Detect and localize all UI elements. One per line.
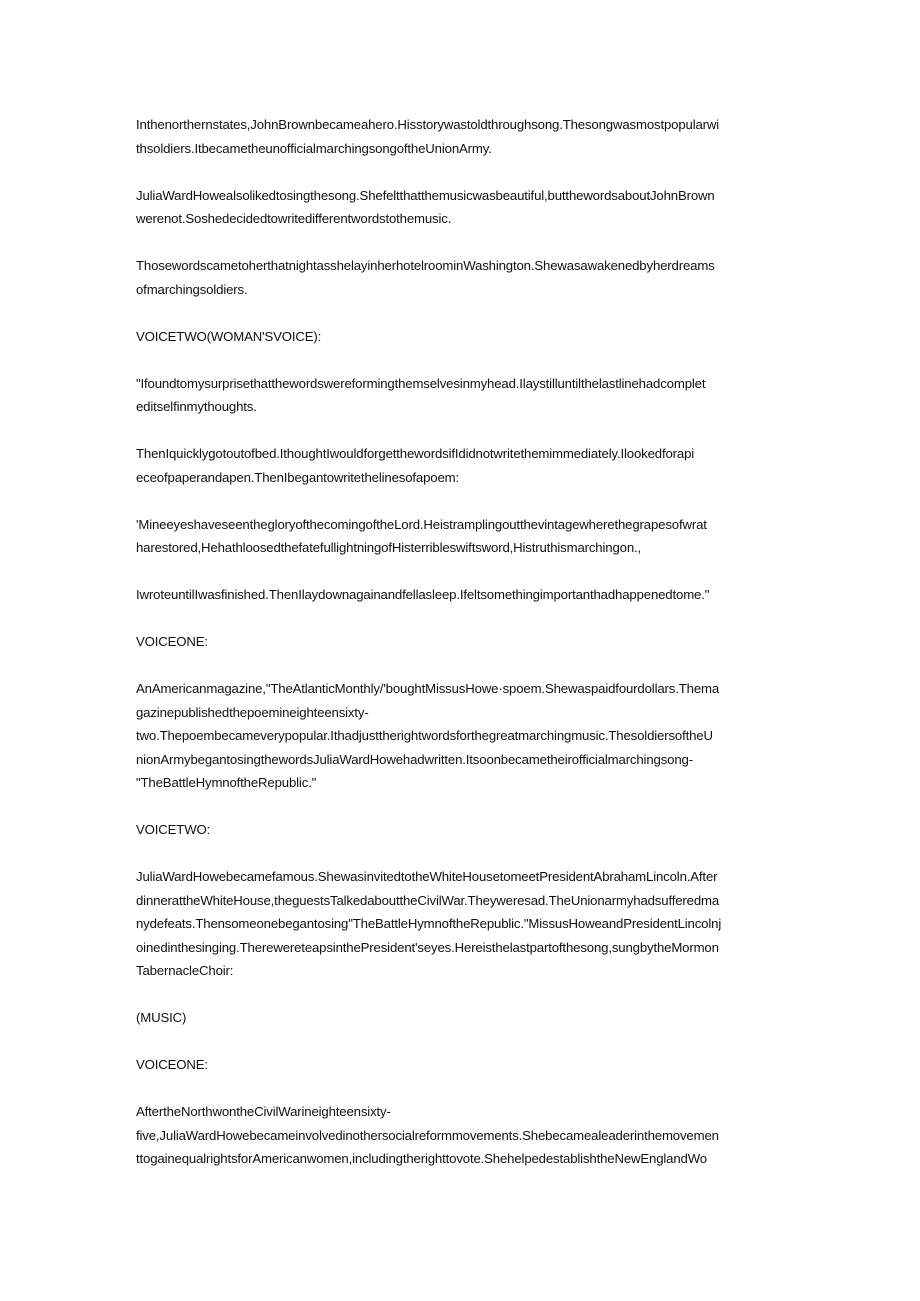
document-page: [136, 113, 786, 1194]
text-line: VOICEONE:: [136, 1057, 208, 1072]
text-line: 'MineeyeshaveseenthegloryofthecomingoftheLord.Heistramplingoutthevintagewherethegrapesofwrat: [136, 516, 707, 532]
paragraph: [136, 442, 786, 489]
paragraph: [136, 583, 786, 607]
text-line: TabernacleChoir:: [136, 963, 234, 978]
text-line: VOICETWO:: [136, 822, 211, 837]
text-line: IwroteuntilIwasfinished.ThenIlaydownagainandfellasleep.Ifeltsomethingimportanthadhappenedtome.": [136, 587, 710, 602]
paragraph: [136, 865, 786, 983]
text-line: nydefeats.Thensomeonebegantosing"TheBattleHymnoftheRepublic."MissusHoweandPresidentLincolnj: [136, 916, 722, 931]
text-line: ThosewordscametoherthatnightasshelayinherhotelroominWashington.Shewasawakenedbyherdreams: [136, 258, 715, 273]
paragraph: [136, 818, 786, 842]
text-line: gazinepublishedthepoemineighteensixty-: [136, 704, 369, 720]
paragraph: [136, 1053, 786, 1077]
text-line: AftertheNorthwontheCivilWarineighteensixty-: [136, 1104, 391, 1119]
paragraph: [136, 372, 786, 419]
paragraph: [136, 630, 786, 654]
paragraph: [136, 184, 786, 231]
paragraph: [136, 513, 786, 560]
text-line: nionArmybegantosingthewordsJuliaWardHowehadwritten.Itsoonbecametheirofficialmarchingsong-: [136, 751, 693, 767]
text-line: eceofpaperandapen.ThenIbegantowritethelinesofapoem:: [136, 469, 460, 485]
paragraph: [136, 254, 786, 301]
text-line: VOICEONE:: [136, 634, 208, 649]
text-line: editselfinmythoughts.: [136, 399, 257, 414]
text-line: ofmarchingsoldiers.: [136, 281, 248, 297]
text-line: JuliaWardHowealsolikedtosingthesong.Shefeltthatthemusicwasbeautiful,butthewordsaboutJohnBrown: [136, 187, 715, 203]
paragraph: [136, 677, 786, 795]
text-line: "Ifoundtomysurprisethatthewordswereformingthemselvesinmyhead.Ilaystilluntilthelastlinehadcomplet: [136, 375, 706, 391]
text-line: two.Thepoembecameverypopular.Ithadjusttherightwordsforthegreatmarchingmusic.ThesoldiersoftheU: [136, 728, 713, 743]
text-line: five,JuliaWardHowebecameinvolvedinothersocialreformmovements.Shebecamealeaderinthemovemen: [136, 1127, 719, 1143]
text-line: harestored,HehathloosedthefatefullightningofHisterribleswiftsword,Histruthismarchingon.,: [136, 540, 642, 555]
paragraph: [136, 1100, 786, 1171]
text-line: "TheBattleHymnoftheRepublic.": [136, 775, 317, 790]
text-line: AnAmericanmagazine,"TheAtlanticMonthly/'boughtMissusHowe·spoem.Shewaspaidfourdollars.Thema: [136, 681, 720, 696]
text-line: ttogainequalrightsforAmericanwomen,includingtherighttovote.ShehelpedestablishtheNewEnglandWo: [136, 1151, 707, 1166]
paragraph: [136, 113, 786, 160]
text-line: thsoldiers.ItbecametheunofficialmarchingsongoftheUnionArmy.: [136, 140, 492, 156]
text-line: werenot.Soshedecidedtowritedifferentwordstothemusic.: [136, 211, 452, 226]
text-line: oinedinthesinging.TherewereteарsinthePresident'seyes.Hereisthelastpartofthesong,sungbytheMormon: [136, 939, 719, 955]
text-line: JuliaWardHowebecamefamous.ShewasinvitedtotheWhiteHousetomeetPresidentAbrahamLincoln.After: [136, 869, 718, 884]
text-line: VOICETWO(WOMAN'SVOICE):: [136, 328, 322, 344]
text-line: Inthenorthernstates,JohnBrownbecameahero.Hisstorywastoldthroughsong.Thesongwasmostpopularwi: [136, 117, 720, 132]
paragraph: [136, 325, 786, 349]
text-line: (MUSIC): [136, 1010, 187, 1025]
paragraph: [136, 1006, 786, 1030]
text-line: dinnerattheWhiteHouse,theguestsTalkedabouttheCivilWar.Theyweresad.TheUnionarmyhadsufferedma: [136, 892, 720, 908]
text-line: ThenIquicklygotoutofbed.IthoughtIwouldforgetthewordsifIdidnotwritethemimmediately.Ilookedforapi: [136, 446, 695, 461]
